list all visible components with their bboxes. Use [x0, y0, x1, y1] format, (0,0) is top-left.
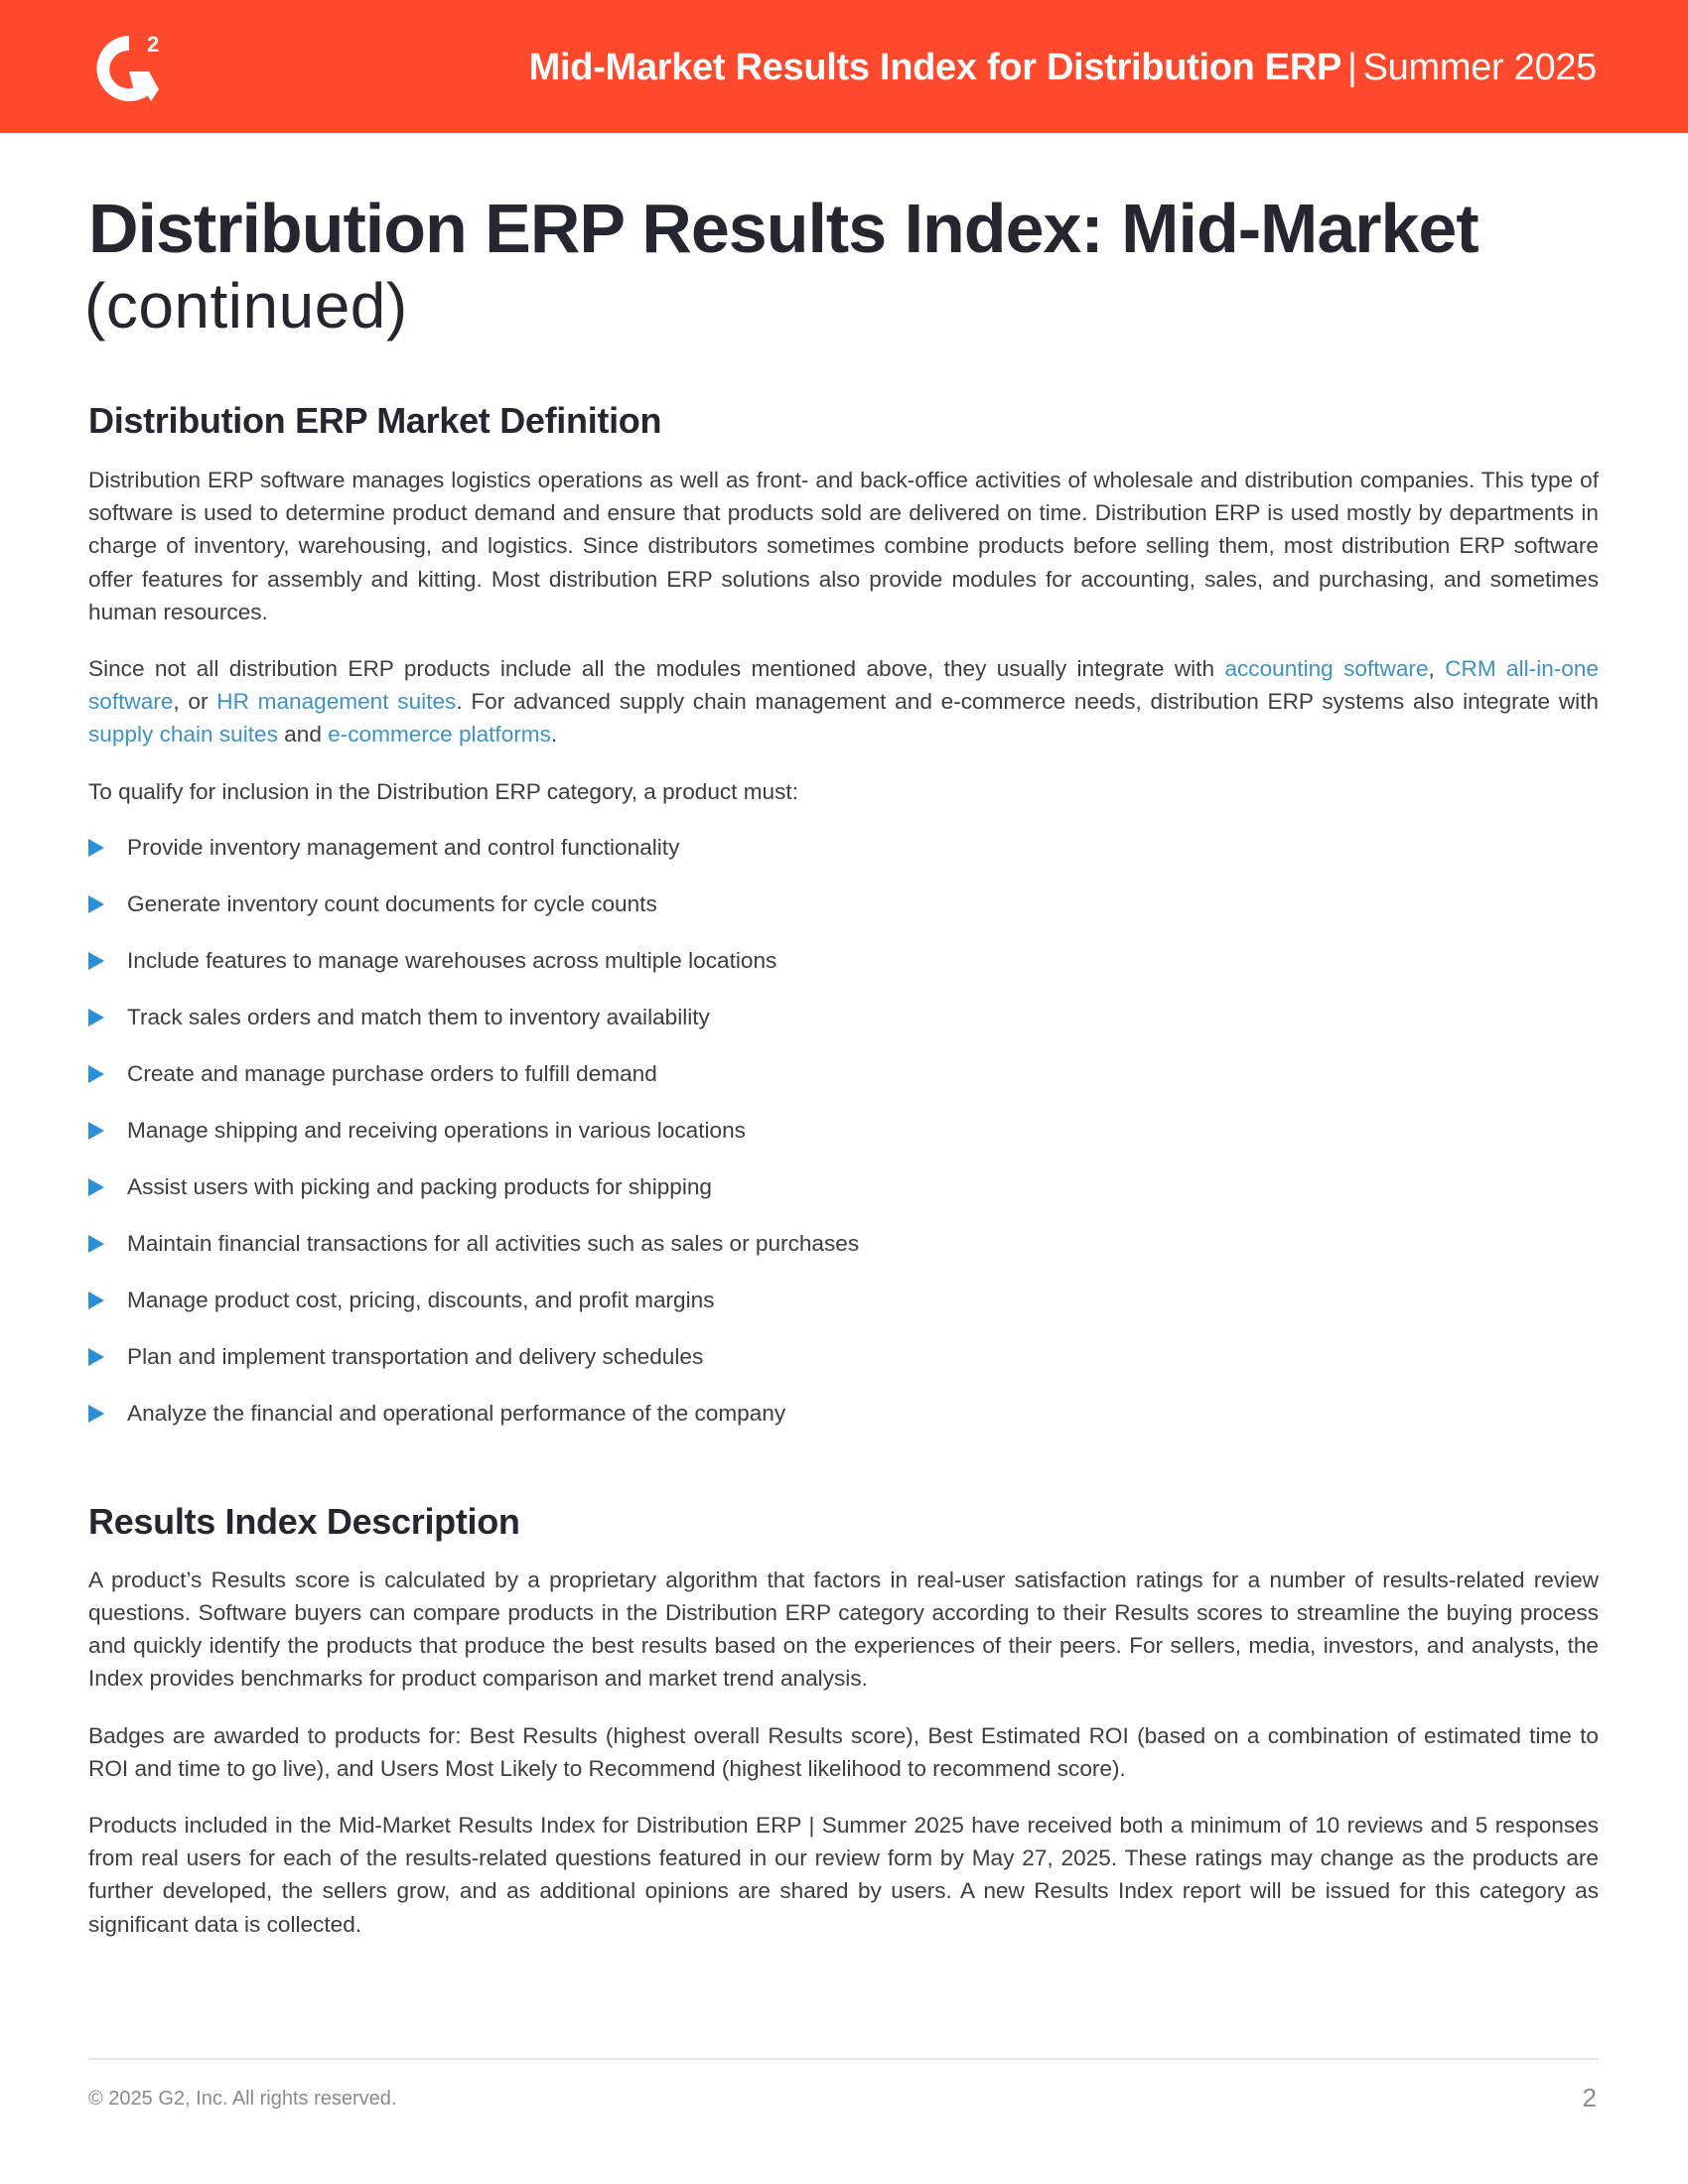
link-hr-management-suites[interactable]: HR management suites: [216, 689, 457, 715]
report-title: [529, 44, 1597, 91]
text-fragment: , or: [173, 689, 217, 715]
criterion-text: Plan and implement transportation and delivery schedules: [127, 1343, 704, 1369]
report-title-main: Mid-Market Results Index for Distribution ERP: [528, 47, 1342, 88]
list-item: [88, 1340, 1599, 1397]
list-item: [88, 887, 1599, 944]
g2-logo-icon: [89, 28, 173, 111]
results-score-paragraph: A product’s Results score is calculated by a proprietary algorithm that factors in real-user satisfaction ratings for a number of results-related review questions. Software buyers can compare products in the Distribution ERP category according to their Results scores to streamline the buying process and quickly identify the products that produce the best results based on the experiences of their peers. For sellers, media, investors, and analysts, the Index provides benchmarks for product comparison and market trend analysis.: [88, 1567, 1599, 1692]
list-item: [88, 1284, 1599, 1340]
link-accounting-software[interactable]: accounting software: [1224, 656, 1429, 682]
list-item: [88, 1057, 1599, 1114]
footer-divider: [88, 2058, 1599, 2060]
list-item: [88, 1114, 1599, 1170]
text-fragment: ,: [1428, 656, 1446, 682]
badges-paragraph: Badges are awarded to products for: Best Results (highest overall Results score), Best Estimated ROI (based on a combination of estimated time to ROI and time to go live), and Users Most Likely to Recommend (highest likelihood to recommend score).: [88, 1722, 1599, 1781]
criterion-text: Analyze the financial and operational performance of the company: [127, 1400, 786, 1426]
bullet-triangle-icon: [88, 952, 104, 970]
criteria-list: [88, 831, 1599, 1453]
copyright-text: © 2025 G2, Inc. All rights reserved.: [88, 2088, 397, 2110]
text-fragment: . For advanced supply chain management and e-commerce needs, distribution ERP systems also integrate with: [456, 689, 1600, 715]
list-item: [88, 1227, 1599, 1284]
text-fragment: and: [277, 722, 329, 748]
criterion-text: Manage product cost, pricing, discounts, and profit margins: [127, 1287, 715, 1312]
criterion-text: Manage shipping and receiving operations in various locations: [127, 1117, 746, 1143]
results-index-heading: Results Index Description: [88, 1500, 520, 1542]
bullet-triangle-icon: [88, 895, 104, 913]
text-fragment: Since not all distribution ERP products include all the modules mentioned above, they usually integrate with: [88, 656, 1225, 682]
criterion-text: Track sales orders and match them to inventory availability: [127, 1004, 710, 1029]
page-subtitle: (continued): [84, 270, 408, 341]
bullet-triangle-icon: [88, 1348, 104, 1366]
link-supply-chain-suites[interactable]: supply chain suites: [88, 722, 278, 748]
link-crm-all-in-one-software[interactable]: CRM all-in-one software: [88, 656, 1599, 715]
svg-text:2: 2: [147, 32, 160, 57]
market-definition-heading: Distribution ERP Market Definition: [88, 400, 662, 441]
criterion-text: Assist users with picking and packing products for shipping: [127, 1173, 712, 1199]
bullet-triangle-icon: [88, 1122, 104, 1140]
page-title: Distribution ERP Results Index: Mid-Market: [88, 190, 1478, 267]
criterion-text: Maintain financial transactions for all activities such as sales or purchases: [127, 1230, 860, 1256]
list-item: [88, 1001, 1599, 1057]
list-item: [88, 1397, 1599, 1453]
report-season: Summer 2025: [1362, 47, 1597, 88]
criterion-text: Generate inventory count documents for cycle counts: [127, 890, 657, 916]
bullet-triangle-icon: [88, 839, 104, 857]
link-e-commerce-platforms[interactable]: e-commerce platforms: [328, 722, 551, 748]
page-number: 2: [1582, 2083, 1597, 2113]
integrations-paragraph: [88, 652, 1599, 751]
qualify-intro: To qualify for inclusion in the Distribution ERP category, a product must:: [88, 778, 798, 804]
text-fragment: .: [550, 722, 558, 748]
report-header: [0, 0, 1688, 133]
list-item: [88, 944, 1599, 1001]
bullet-triangle-icon: [88, 1009, 104, 1026]
bullet-triangle-icon: [88, 1065, 104, 1083]
bullet-triangle-icon: [88, 1235, 104, 1253]
list-item: [88, 1170, 1599, 1227]
bullet-triangle-icon: [88, 1178, 104, 1196]
bullet-triangle-icon: [88, 1292, 104, 1309]
criterion-text: Provide inventory management and control functionality: [127, 834, 680, 860]
criterion-text: Create and manage purchase orders to fulfill demand: [127, 1060, 657, 1086]
market-definition-paragraph: Distribution ERP software manages logistics operations as well as front- and back-office activities of wholesale and distribution companies. This type of software is used to determine product demand and ensure that products sold are delivered on time. Distribution ERP is used mostly by departments in charge of inventory, warehousing, and logistics. Since distributors sometimes combine products before selling them, most distribution ERP software offer features for assembly and kitting. Most distribution ERP solutions also provide modules for accounting, sales, and purchasing, and sometimes human resources.: [88, 468, 1599, 624]
list-item: [88, 831, 1599, 887]
page-content: [84, 189, 1600, 1941]
criterion-text: Include features to manage warehouses across multiple locations: [127, 947, 777, 973]
inclusion-paragraph: Products included in the Mid-Market Results Index for Distribution ERP | Summer 2025 have received both a minimum of 10 reviews and 5 responses from real users for each of the results-related questions featured in our review form by May 27, 2025. These ratings may change as the products are further developed, the sellers grow, and as additional opinions are shared by users. A new Results Index report will be issued for this category as significant data is collected.: [88, 1813, 1599, 1937]
title-separator: |: [1347, 47, 1357, 88]
bullet-triangle-icon: [88, 1405, 104, 1423]
